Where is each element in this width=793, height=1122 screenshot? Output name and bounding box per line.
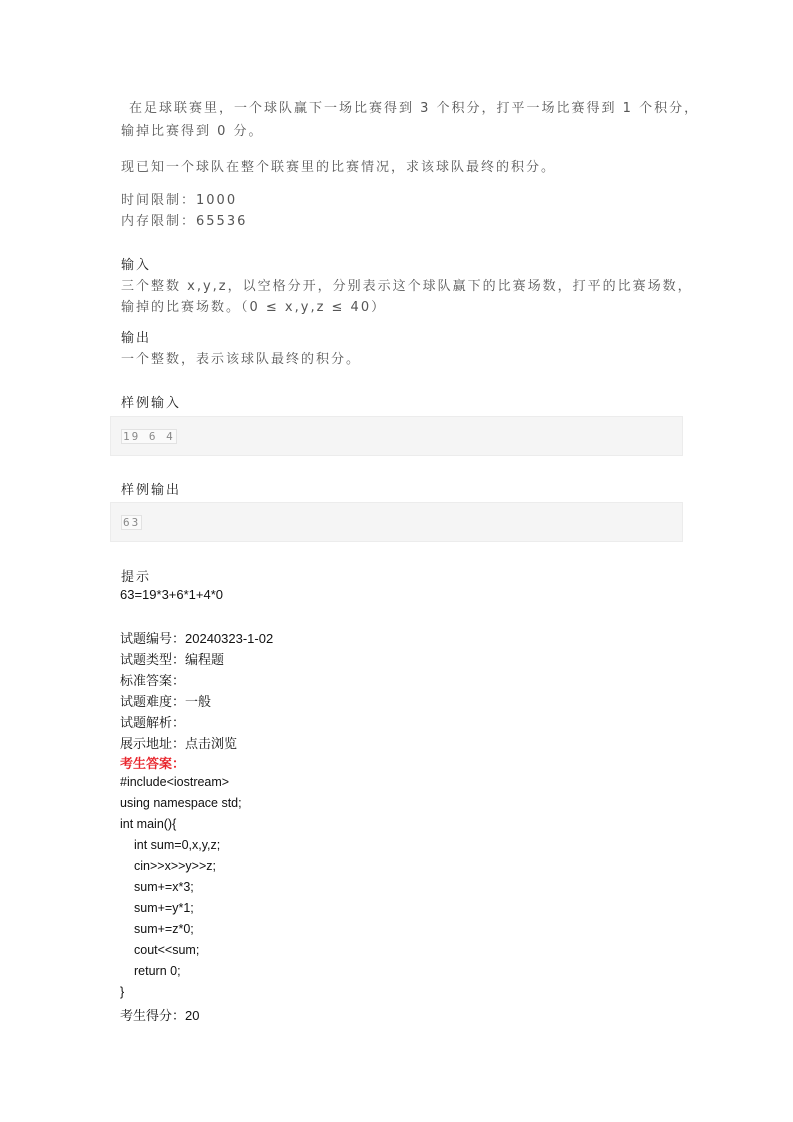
answer-label: 考生答案： — [120, 756, 186, 771]
question-type: 试题类型：编程题 — [120, 652, 225, 667]
hint-value: 63=19*3+6*1+4*0 — [120, 587, 224, 602]
analysis: 试题解析： — [120, 715, 186, 730]
code-line: } — [120, 985, 125, 999]
question-id: 试题编号：20240323-1-02 — [120, 631, 274, 646]
code-line: cin>>x>>y>>z; — [134, 859, 217, 873]
intro-line-2: 输掉比赛得到 0 分。 — [121, 124, 264, 139]
output-line-1: 一个整数，表示该球队最终的积分。 — [121, 352, 362, 367]
standard-answer: 标准答案： — [120, 673, 186, 688]
code-line: using namespace std; — [120, 796, 242, 810]
code-line: sum+=x*3; — [134, 880, 194, 894]
memory-limit: 内存限制：65536 — [121, 214, 248, 229]
input-heading: 输入 — [121, 258, 152, 273]
sample-input-heading: 样例输入 — [121, 396, 182, 411]
score: 考生得分：20 — [120, 1008, 200, 1023]
time-limit: 时间限制：1000 — [121, 193, 238, 208]
input-line-1: 三个整数 x,y,z，以空格分开，分别表示这个球队赢下的比赛场数，打平的比赛场数， — [121, 279, 693, 294]
sample-output-value: 63 — [123, 516, 141, 529]
code-line: #include<iostream> — [120, 775, 230, 789]
input-line-2: 输掉的比赛场数。（0 ≤ x,y,z ≤ 40） — [121, 300, 387, 315]
sample-output-heading: 样例输出 — [121, 483, 182, 498]
sample-input-value: 19 6 4 — [123, 430, 175, 443]
intro-line-1: 在足球联赛里，一个球队赢下一场比赛得到 3 个积分，打平一场比赛得到 1 个积分， — [129, 101, 700, 116]
display-address: 展示地址：点击浏览 — [120, 736, 238, 751]
output-heading: 输出 — [121, 331, 152, 346]
sample-input-box — [110, 416, 683, 456]
code-line: int sum=0,x,y,z; — [134, 838, 221, 852]
code-line: return 0; — [134, 964, 181, 978]
code-line: sum+=y*1; — [134, 901, 194, 915]
code-line: sum+=z*0; — [134, 922, 194, 936]
code-line: cout<<sum; — [134, 943, 200, 957]
sample-output-box — [110, 502, 683, 542]
question-text: 现已知一个球队在整个联赛里的比赛情况，求该球队最终的积分。 — [121, 160, 557, 175]
hint-heading: 提示 — [121, 570, 152, 585]
difficulty: 试题难度：一般 — [120, 694, 212, 709]
code-line: int main(){ — [120, 817, 177, 831]
